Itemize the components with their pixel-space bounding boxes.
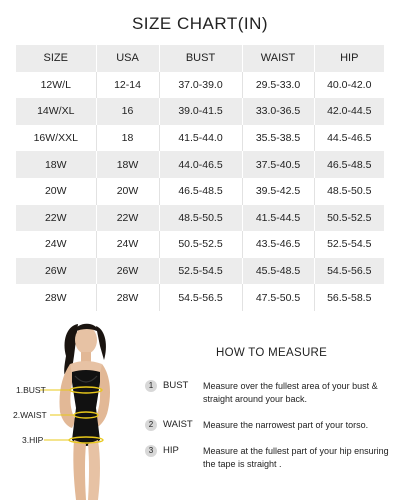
table-cell: 20W (96, 178, 159, 205)
table-cell: 22W (16, 205, 96, 232)
model-figure (0, 316, 170, 500)
table-cell: 33.0-36.5 (242, 98, 314, 125)
table-cell: 44.5-46.5 (314, 125, 384, 152)
table-cell: 35.5-38.5 (242, 125, 314, 152)
waist-label: 2.WAIST (13, 410, 47, 420)
table-cell: 26W (16, 258, 96, 285)
step-number-badge: 2 (145, 419, 157, 431)
table-cell: 20W (16, 178, 96, 205)
table-cell: 12W/L (16, 72, 96, 99)
column-header: USA (96, 45, 159, 72)
table-row (16, 125, 384, 152)
table-cell: 42.0-44.5 (314, 98, 384, 125)
bust-label: 1.BUST (16, 385, 46, 395)
column-header: SIZE (16, 45, 96, 72)
table-row (16, 258, 384, 285)
table-cell: 26W (96, 258, 159, 285)
step-description: Measure over the fullest area of your bust & straight around your back. (203, 381, 378, 404)
table-cell: 37.5-40.5 (242, 151, 314, 178)
model-illustration (0, 316, 170, 500)
table-cell: 41.5-44.5 (242, 205, 314, 232)
table-row (16, 151, 384, 178)
table-cell: 18W (96, 151, 159, 178)
table-cell: 52.5-54.5 (314, 231, 384, 258)
table-cell: 14W/XL (16, 98, 96, 125)
hip-label: 3.HIP (22, 435, 44, 445)
step-name: WAIST (163, 419, 193, 430)
step-name: HIP (163, 445, 179, 456)
size-chart-table (16, 45, 384, 311)
table-cell: 22W (96, 205, 159, 232)
table-cell: 24W (96, 231, 159, 258)
table-cell: 16W/XXL (16, 125, 96, 152)
table-cell: 45.5-48.5 (242, 258, 314, 285)
table-cell: 50.5-52.5 (159, 231, 242, 258)
table-cell: 39.5-42.5 (242, 178, 314, 205)
page-title: SIZE CHART(IN) (131, 14, 269, 33)
table-cell: 54.5-56.5 (314, 258, 384, 285)
table-cell: 18 (96, 125, 159, 152)
table-row (16, 98, 384, 125)
step-description: Measure the narrowest part of your torso. (203, 420, 369, 430)
step-name: BUST (163, 380, 189, 391)
table-cell: 37.0-39.0 (159, 72, 242, 99)
table-cell: 41.5-44.0 (159, 125, 242, 152)
table-row (16, 205, 384, 232)
table-cell: 47.5-50.5 (242, 284, 314, 311)
step-description: Measure at the fullest part of your hip ensuring the tape is straight . (203, 446, 389, 469)
how-to-measure-title: HOW TO MEASURE (216, 347, 328, 359)
table-cell: 28W (96, 284, 159, 311)
table-cell: 40.0-42.0 (314, 72, 384, 99)
table-cell: 28W (16, 284, 96, 311)
table-cell: 43.5-46.5 (242, 231, 314, 258)
table-row (16, 284, 384, 311)
table-cell: 48.5-50.5 (314, 178, 384, 205)
table-cell: 46.5-48.5 (314, 151, 384, 178)
table-cell: 12-14 (96, 72, 159, 99)
column-header: HIP (314, 45, 384, 72)
step-number-badge: 3 (145, 445, 157, 457)
step-number-badge: 1 (145, 380, 157, 392)
table-cell: 56.5-58.5 (314, 284, 384, 311)
table-cell: 16 (96, 98, 159, 125)
table-cell: 18W (16, 151, 96, 178)
table-cell: 50.5-52.5 (314, 205, 384, 232)
column-header: WAIST (242, 45, 314, 72)
table-row (16, 178, 384, 205)
table-cell: 29.5-33.0 (242, 72, 314, 99)
table-cell: 44.0-46.5 (159, 151, 242, 178)
table-cell: 54.5-56.5 (159, 284, 242, 311)
table-header-row (16, 45, 384, 72)
table-row (16, 231, 384, 258)
table-cell: 24W (16, 231, 96, 258)
table-cell: 52.5-54.5 (159, 258, 242, 285)
table-cell: 48.5-50.5 (159, 205, 242, 232)
table-cell: 46.5-48.5 (159, 178, 242, 205)
table-cell: 39.0-41.5 (159, 98, 242, 125)
table-row (16, 72, 384, 99)
column-header: BUST (159, 45, 242, 72)
